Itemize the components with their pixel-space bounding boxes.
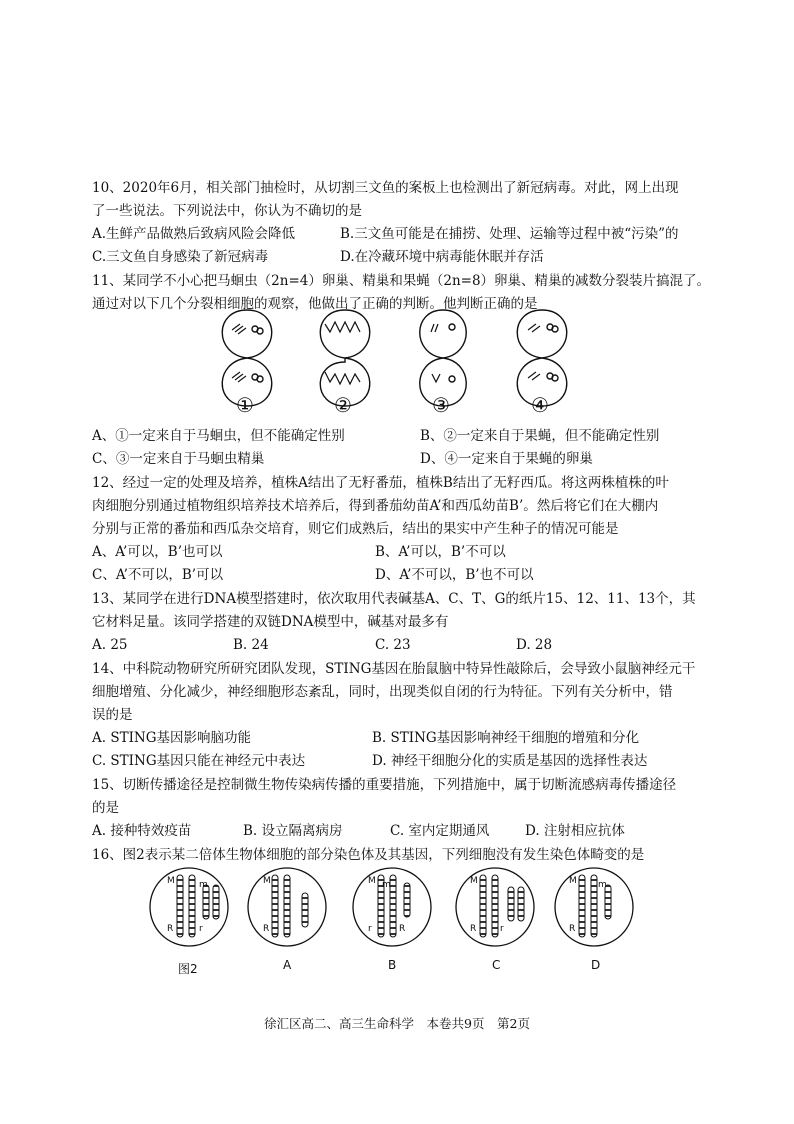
q14-option-b: B. STING基因影响神经干细胞的增殖和分化	[372, 730, 640, 746]
q11-figure-label-1: ①	[236, 393, 254, 417]
q16-figure-label-c: C	[492, 958, 501, 972]
q12-option-b: B、A’可以，B’不可以	[375, 544, 506, 560]
q11-cell-1	[222, 310, 272, 406]
q10-stem-line1: 10、2020年6月，相关部门抽检时，从切割三文鱼的案板上也检测出了新冠病毒。对此，网上出现	[92, 180, 679, 196]
q11-cell-3	[420, 310, 467, 406]
q16-figure-label-b: B	[388, 958, 397, 972]
q10-stem-line2: 了一些说法。下列说法中，你认为不确切的是	[92, 203, 362, 219]
q16-chromosome-figures	[0, 865, 794, 955]
q16-gene-M-c: M	[470, 876, 478, 886]
q11-option-b: B、②一定来自于果蝇，但不能确定性别	[420, 428, 660, 444]
q14-stem-line1: 14、中科院动物研究所研究团队发现，STING基因在胎鼠脑中特异性敲除后，会导致小鼠脑神经元干	[92, 661, 696, 677]
q11-stem-line1: 11、某同学不小心把马蛔虫（2n=4）卵巢、精巢和果蝇（2n=8）卵巢、精巢的减数分裂装片搞混了。	[92, 273, 711, 289]
q10-option-a: A.生鲜产品做熟后致病风险会降低	[92, 226, 296, 242]
q16-stem-line1: 16、图2表示某二倍体生物体细胞的部分染色体及其基因，下列细胞没有发生染色体畸变的是	[92, 847, 645, 863]
q12-stem-line3: 分别与正常的番茄和西瓜杂交培育，则它们成熟后，结出的果实中产生种子的情况可能是	[92, 521, 619, 537]
q15-option-c: C. 室内定期通风	[390, 823, 490, 839]
q16-gene-M-b: M	[368, 876, 376, 886]
q15-stem-line1: 15、切断传播途径是控制微生物传染病传播的重要措施，下列措施中，属于切断流感病毒传播途径	[92, 777, 677, 793]
q11-option-d: D、④一定来自于果蝇的卵巢	[420, 451, 593, 467]
q15-option-b: B. 设立隔离病房	[243, 823, 343, 839]
q12-option-c: C、A’不可以，B’可以	[92, 567, 224, 583]
q16-gene-R-a: R	[263, 924, 270, 934]
q13-option-b: B. 24	[233, 637, 269, 653]
q16-figure-label-d: D	[591, 958, 601, 972]
q16-gene-M-fig2: M	[167, 876, 175, 886]
q16-gene-R-fig2: R	[167, 924, 174, 934]
q11-stem-line2: 通过对以下几个分裂相细胞的观察，他做出了正确的判断。他判断正确的是	[92, 296, 538, 312]
q16-gene-r-fig2: r	[199, 924, 203, 934]
q16-figure-label-fig2: 图2	[178, 962, 198, 976]
q16-gene-R-b: R	[399, 924, 406, 934]
q10-option-d: D.在冷藏环境中病毒能休眠并存活	[340, 249, 544, 265]
q14-option-a: A. STING基因影响脑功能	[92, 730, 252, 746]
q11-figure-label-2: ②	[334, 393, 352, 417]
q13-stem-line2: 它材料足量。该同学搭建的双链DNA模型中，碱基对最多有	[92, 614, 449, 630]
q16-figure-label-a: A	[283, 958, 292, 972]
q11-figure-label-4: ④	[531, 393, 549, 417]
q11-figure-label-3: ③	[432, 393, 450, 417]
q11-cell-4	[517, 310, 567, 406]
q13-option-a: A. 25	[92, 637, 128, 653]
q11-option-a: A、①一定来自于马蛔虫，但不能确定性别	[92, 428, 345, 444]
q16-gene-m-fig2: m	[199, 880, 208, 890]
q10-option-b: B.三文鱼可能是在捕捞、处理、运输等过程中被“污染”的	[340, 226, 679, 242]
q16-gene-r-c: r	[500, 924, 504, 934]
q15-stem-line2: 的是	[92, 800, 119, 816]
q12-option-d: D、A’不可以，B’也不可以	[375, 567, 534, 583]
q14-stem-line3: 误的是	[92, 707, 133, 723]
q12-stem-line1: 12、经过一定的处理及培养，植株A结出了无籽番茄，植株B结出了无籽西瓜。将这两株植株的叶	[92, 475, 669, 491]
q11-option-c: C、③一定来自于马蛔虫精巢	[92, 451, 265, 467]
q16-gene-m-d: m	[598, 880, 607, 890]
q15-option-a: A. 接种特效疫苗	[92, 823, 192, 839]
q13-option-c: C. 23	[375, 637, 411, 653]
q12-option-a: A、A’可以，B’也可以	[92, 544, 223, 560]
q15-option-d: D. 注射相应抗体	[525, 823, 625, 839]
q11-cell-2	[320, 310, 370, 406]
q13-stem-line1: 13、某同学在进行DNA模型搭建时，依次取用代表碱基A、C、T、G的纸片15、12、11、13个，其	[92, 591, 696, 607]
q14-option-d: D. 神经干细胞分化的实质是基因的选择性表达	[372, 753, 648, 769]
q16-gene-r-b: r	[368, 924, 372, 934]
page-footer: 徐汇区高二、高三生命科学 本卷共9页 第2页	[264, 1016, 530, 1031]
q16-gene-M-d: M	[569, 876, 577, 886]
q12-stem-line2: 肉细胞分别通过植物组织培养技术培养后，得到番茄幼苗A’和西瓜幼苗B’。然后将它们在大棚内	[92, 498, 659, 514]
q16-gene-R-c: R	[470, 924, 477, 934]
q14-option-c: C. STING基因只能在神经元中表达	[92, 753, 306, 769]
q16-gene-m-b: m	[382, 880, 391, 890]
q10-option-c: C.三文鱼自身感染了新冠病毒	[92, 249, 269, 265]
q16-gene-R-d: R	[569, 924, 576, 934]
q13-option-d: D. 28	[516, 637, 553, 653]
q14-stem-line2: 细胞增殖、分化减少，神经细胞形态紊乱，同时，出现类似自闭的行为特征。下列有关分析中，错	[92, 684, 673, 700]
q16-gene-M-a: M	[263, 876, 271, 886]
